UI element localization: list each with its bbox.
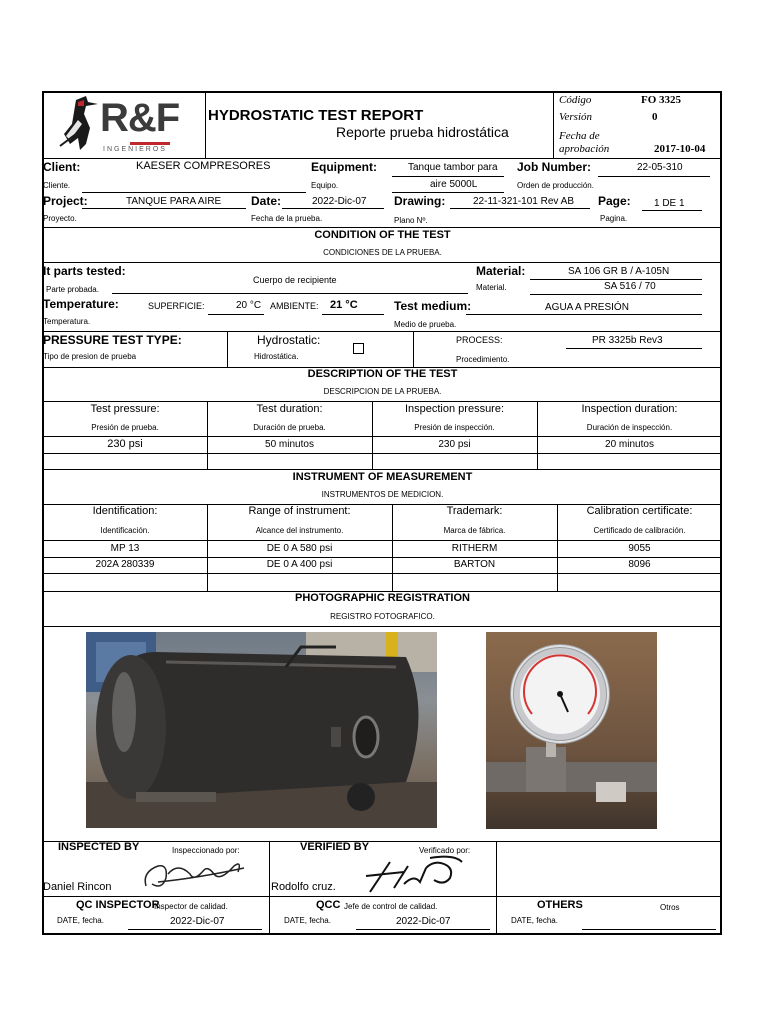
calibration-header-es: Certificado de calibración. [593, 526, 686, 535]
test-type-label-es: Tipo de presion de prueba [43, 352, 137, 361]
medium-value: AGUA A PRESIÓN [545, 302, 629, 313]
inspection-pressure-value: 230 psi [438, 439, 471, 450]
equipment-label-es: Equipo. [311, 181, 339, 190]
approval-label-2: aprobación [559, 143, 610, 155]
divider [43, 469, 722, 470]
test-duration-header: Test duration: [256, 403, 323, 415]
material-value-2: SA 516 / 70 [604, 281, 656, 292]
instrument-title: INSTRUMENT OF MEASUREMENT [292, 471, 473, 483]
test-pressure-header-es: Presión de prueba. [91, 423, 159, 432]
divider [43, 573, 722, 574]
trademark-header: Trademark: [446, 505, 503, 517]
report-subtitle: Reporte prueba hidrostática [336, 124, 509, 140]
date-value: 2022-Dic-07 [312, 196, 367, 207]
underline [112, 293, 468, 294]
process-value: PR 3325b Rev3 [592, 335, 663, 346]
underline [128, 929, 262, 930]
inspection-duration-value: 20 minutos [605, 439, 654, 450]
underline [282, 208, 384, 209]
page-value: 1 DE 1 [654, 198, 685, 209]
divider [269, 841, 270, 935]
photos-title-es: REGISTRO FOTOGRAFICO. [330, 612, 435, 621]
project-label: Project: [43, 194, 88, 208]
instrument-row-2-range: DE 0 A 400 psi [266, 559, 333, 570]
inspection-pressure-header: Inspection pressure: [404, 403, 505, 415]
underline [582, 929, 716, 930]
hydrostatic-label-es: Hidrostática. [254, 352, 299, 361]
ambient-value: 21 °C [330, 299, 358, 311]
inspector-signature [138, 852, 248, 894]
test-duration-header-es: Duración de prueba. [253, 423, 326, 432]
material-label-es: Material. [476, 283, 507, 292]
ambient-label: AMBIENTE: [270, 301, 319, 311]
inspected-label: INSPECTED BY [58, 841, 140, 853]
identification-header: Identification: [92, 505, 158, 517]
test-type-label: PRESSURE TEST TYPE: [43, 333, 182, 347]
drawing-value: 22-11-321-101 Rev AB [473, 196, 574, 207]
parts-label: It parts tested: [43, 264, 126, 278]
logo-sub: INGENIEROS [103, 146, 167, 153]
photos-title: PHOTOGRAPHIC REGISTRATION [295, 592, 470, 604]
hydrostatic-checkbox[interactable] [353, 343, 364, 354]
test-pressure-header: Test pressure: [90, 403, 160, 415]
underline [208, 314, 264, 315]
process-label: PROCESS: [456, 335, 503, 345]
inspection-duration-header-es: Duración de inspección. [586, 423, 673, 432]
material-label: Material: [476, 264, 526, 278]
instrument-row-1-trademark: RITHERM [451, 543, 498, 554]
client-label: Client: [43, 160, 81, 174]
instrument-row-2-id: 202A 280339 [95, 559, 155, 570]
page-label: Page: [598, 194, 631, 208]
verified-label-es: Verificado por: [419, 846, 471, 855]
report-title: HYDROSTATIC TEST REPORT [208, 107, 424, 124]
description-title-es: DESCRIPCION DE LA PRUEBA. [323, 387, 442, 396]
divider [205, 92, 206, 158]
date-label-others: DATE, fecha. [511, 916, 558, 925]
test-duration-value: 50 minutos [265, 439, 314, 450]
underline [392, 192, 504, 193]
code-label: Código [559, 94, 592, 106]
divider [43, 227, 722, 228]
underline [356, 929, 490, 930]
approval-label-1: Fecha de [559, 130, 600, 142]
divider [43, 158, 722, 159]
underline [566, 348, 702, 349]
equipment-value-2: aire 5000L [430, 179, 478, 190]
inspection-pressure-header-es: Presión de inspección. [414, 423, 495, 432]
range-header: Range of instrument: [248, 505, 351, 517]
divider [43, 262, 722, 263]
client-label-es: Cliente. [43, 181, 71, 190]
parts-value: Cuerpo de recipiente [253, 275, 337, 285]
verifier-signature [364, 854, 468, 896]
test-pressure-value: 230 psi [107, 438, 143, 450]
others-label-es: Otros [660, 903, 680, 912]
description-title: DESCRIPTION OF THE TEST [307, 368, 458, 380]
inspected-label-es: Inspeccionado por: [172, 846, 240, 855]
date-label-verified: DATE, fecha. [284, 916, 331, 925]
project-label-es: Proyecto. [43, 214, 77, 223]
identification-header-es: Identificación. [100, 526, 150, 535]
page-label-es: Pagina. [600, 214, 628, 223]
hydrostatic-label: Hydrostatic: [257, 333, 321, 347]
logo-brand: R&F [100, 96, 180, 140]
tank-photo [86, 632, 437, 828]
surface-label: SUPERFICIE: [148, 301, 205, 311]
underline [450, 208, 590, 209]
condition-title-es: CONDICIONES DE LA PRUEBA. [323, 248, 442, 257]
medium-label: Test medium: [394, 299, 472, 313]
divider [413, 331, 414, 367]
temperature-label: Temperature: [43, 297, 119, 311]
date-label-es: Fecha de la prueba. [251, 214, 323, 223]
medium-label-es: Medio de prueba. [394, 320, 457, 329]
job-label: Job Number: [517, 160, 592, 174]
drawing-label: Drawing: [394, 194, 446, 208]
condition-title: CONDITION OF THE TEST [314, 229, 451, 241]
underline [530, 294, 702, 295]
project-value: TANQUE PARA AIRE [126, 196, 222, 207]
range-header-es: Alcance del instrumento. [255, 526, 344, 535]
equipment-value-1: Tanque tambor para [408, 162, 498, 173]
underline [322, 314, 384, 315]
verified-name: Rodolfo cruz. [271, 881, 336, 893]
others-label: OTHERS [537, 899, 583, 911]
instrument-row-1-calibration: 9055 [628, 543, 651, 554]
gauge-photo [486, 632, 657, 829]
divider [43, 331, 722, 332]
underline [82, 192, 306, 193]
drawing-label-es: Plano Nº. [394, 216, 428, 225]
divider [43, 841, 722, 842]
client-value: KAESER COMPRESORES [136, 160, 271, 172]
inspection-duration-header: Inspection duration: [581, 403, 678, 415]
version-label: Versión [559, 111, 592, 123]
temperature-label-es: Temperatura. [43, 317, 91, 326]
qc-inspector-label-es: Inspector de calidad. [154, 902, 228, 911]
instrument-row-2-calibration: 8096 [628, 559, 651, 570]
date-inspected: 2022-Dic-07 [170, 916, 225, 927]
underline [598, 176, 710, 177]
date-verified: 2022-Dic-07 [396, 916, 451, 927]
pressure-gauge-icon [486, 632, 657, 829]
underline [466, 314, 702, 315]
divider [496, 841, 497, 935]
date-label-inspected: DATE, fecha. [57, 916, 104, 925]
code-value: FO 3325 [641, 94, 682, 106]
divider [43, 540, 722, 541]
calibration-header: Calibration certificate: [586, 505, 693, 517]
inspected-name: Daniel Rincon [43, 881, 112, 893]
divider [43, 401, 722, 402]
process-label-es: Procedimiento. [456, 355, 510, 364]
qcc-label-es: Jefe de control de calidad. [344, 902, 438, 911]
date-label: Date: [251, 194, 282, 208]
divider [43, 896, 722, 897]
version-value: 0 [652, 111, 658, 123]
divider [43, 557, 722, 558]
logo-accent-bar [130, 142, 170, 145]
trademark-header-es: Marca de fábrica. [443, 526, 506, 535]
divider [553, 92, 554, 158]
divider [43, 453, 722, 454]
divider [43, 436, 722, 437]
tank-photo-illustration [86, 632, 437, 828]
instrument-row-1-range: DE 0 A 580 psi [266, 543, 333, 554]
divider [227, 331, 228, 367]
underline [82, 208, 246, 209]
instrument-row-1-id: MP 13 [110, 543, 140, 554]
underline [392, 176, 504, 177]
underline [530, 279, 702, 280]
divider [43, 626, 722, 627]
instrument-row-2-trademark: BARTON [453, 559, 496, 570]
qcc-label: QCC [316, 899, 341, 911]
instrument-title-es: INSTRUMENTOS DE MEDICION. [321, 490, 444, 499]
parts-label-es: Parte probada. [46, 285, 99, 294]
equipment-label: Equipment: [311, 160, 377, 174]
material-value-1: SA 106 GR B / A-105N [568, 266, 670, 277]
job-value: 22-05-310 [637, 162, 683, 173]
qc-inspector-label: QC INSPECTOR [76, 899, 160, 911]
verified-label: VERIFIED BY [300, 841, 370, 853]
approval-value: 2017-10-04 [654, 143, 706, 155]
job-label-es: Orden de producción. [517, 181, 594, 190]
underline [642, 210, 702, 211]
surface-value: 20 °C [236, 300, 262, 311]
